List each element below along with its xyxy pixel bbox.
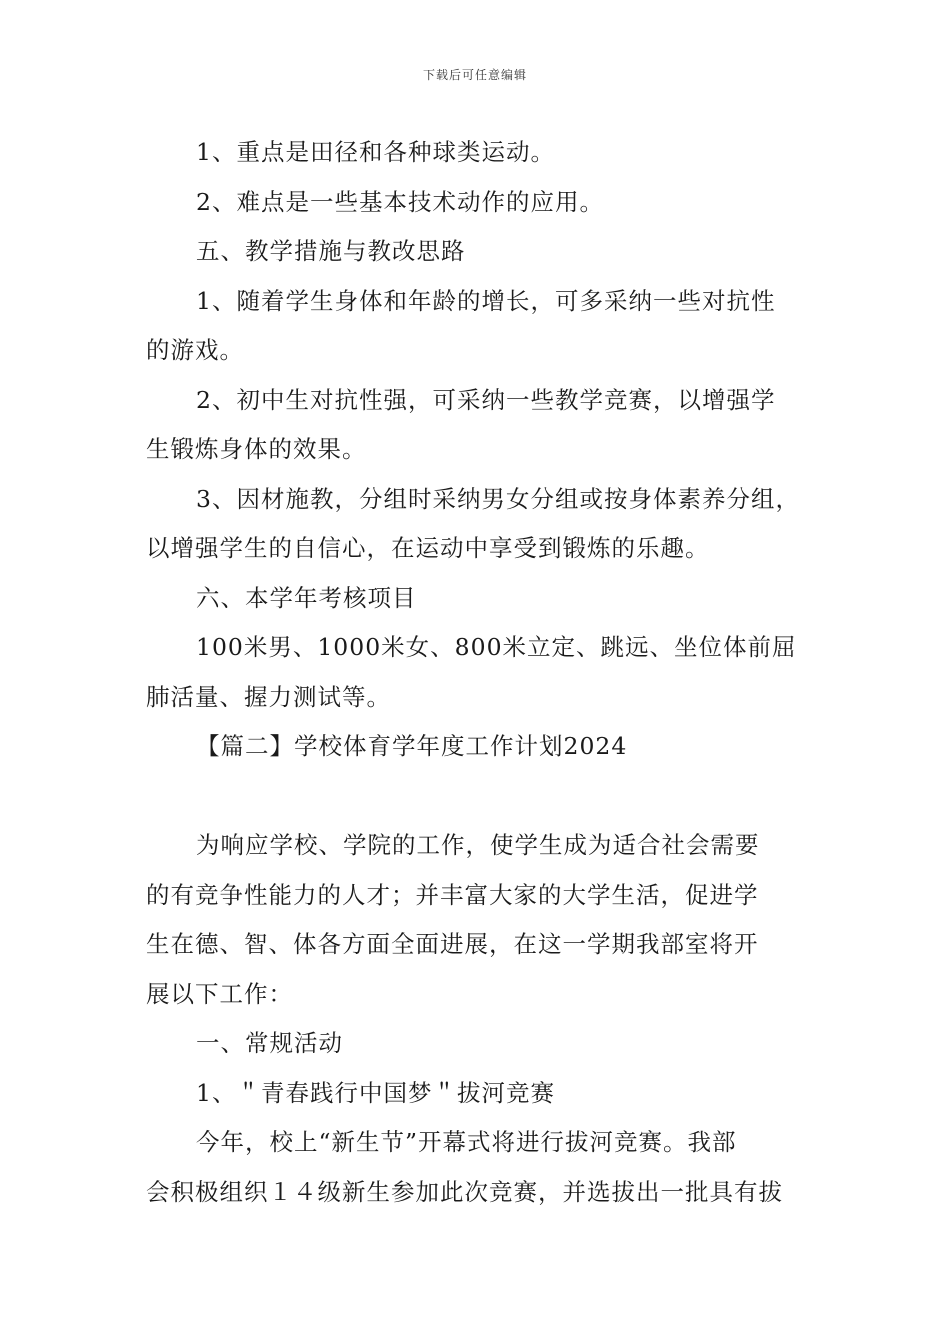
paragraph-line: 的游戏。 <box>146 336 244 364</box>
paragraph-line: 生在德、智、体各方面全面进展，在这一学期我部室将开 <box>146 930 759 958</box>
paragraph-line: 的有竞争性能力的人才；并丰富大家的大学生活，促进学 <box>146 880 759 909</box>
document-body <box>146 128 826 1217</box>
blank-line <box>146 772 826 822</box>
paragraph-line: 100米男、1000米女、800米立定、跳远、坐位体前屈 <box>196 633 797 661</box>
section-heading: 一、常规活动 <box>196 1029 343 1057</box>
paragraph-line: 以增强学生的自信心，在运动中享受到锻炼的乐趣。 <box>146 534 710 562</box>
chapter-title: 【篇二】学校体育学年度工作计划2024 <box>196 732 628 760</box>
paragraph-line: 生锻炼身体的效果。 <box>146 435 367 463</box>
section-heading: 五、教学措施与教改思路 <box>196 237 466 265</box>
paragraph-line: 2、难点是一些基本技术动作的应用。 <box>196 187 604 216</box>
paragraph-line: 为响应学校、学院的工作，使学生成为适合社会需要 <box>196 831 760 859</box>
paragraph-line: 1、随着学生身体和年龄的增长，可多采纳一些对抗性 <box>196 286 776 315</box>
subsection-heading: 1、＂青春践行中国梦＂拔河竞赛 <box>196 1078 555 1107</box>
paragraph-line: 今年，校上“新生节”开幕式将进行拔河竞赛。我部 <box>196 1128 737 1156</box>
page-header-note: 下载后可任意编辑 <box>422 68 527 82</box>
paragraph-line: 1、重点是田径和各种球类运动。 <box>196 138 555 166</box>
paragraph-line: 展以下工作： <box>146 979 293 1008</box>
paragraph-line: 3、因材施教，分组时采纳男女分组或按身体素养分组， <box>196 484 800 513</box>
paragraph-line: 会积极组织１４级新生参加此次竞赛，并选拔出一批具有拔 <box>146 1177 783 1206</box>
section-heading: 六、本学年考核项目 <box>196 583 417 612</box>
paragraph-line: 2、初中生对抗性强，可采纳一些教学竞赛，以增强学 <box>196 385 776 414</box>
paragraph-line: 肺活量、握力测试等。 <box>146 682 391 711</box>
